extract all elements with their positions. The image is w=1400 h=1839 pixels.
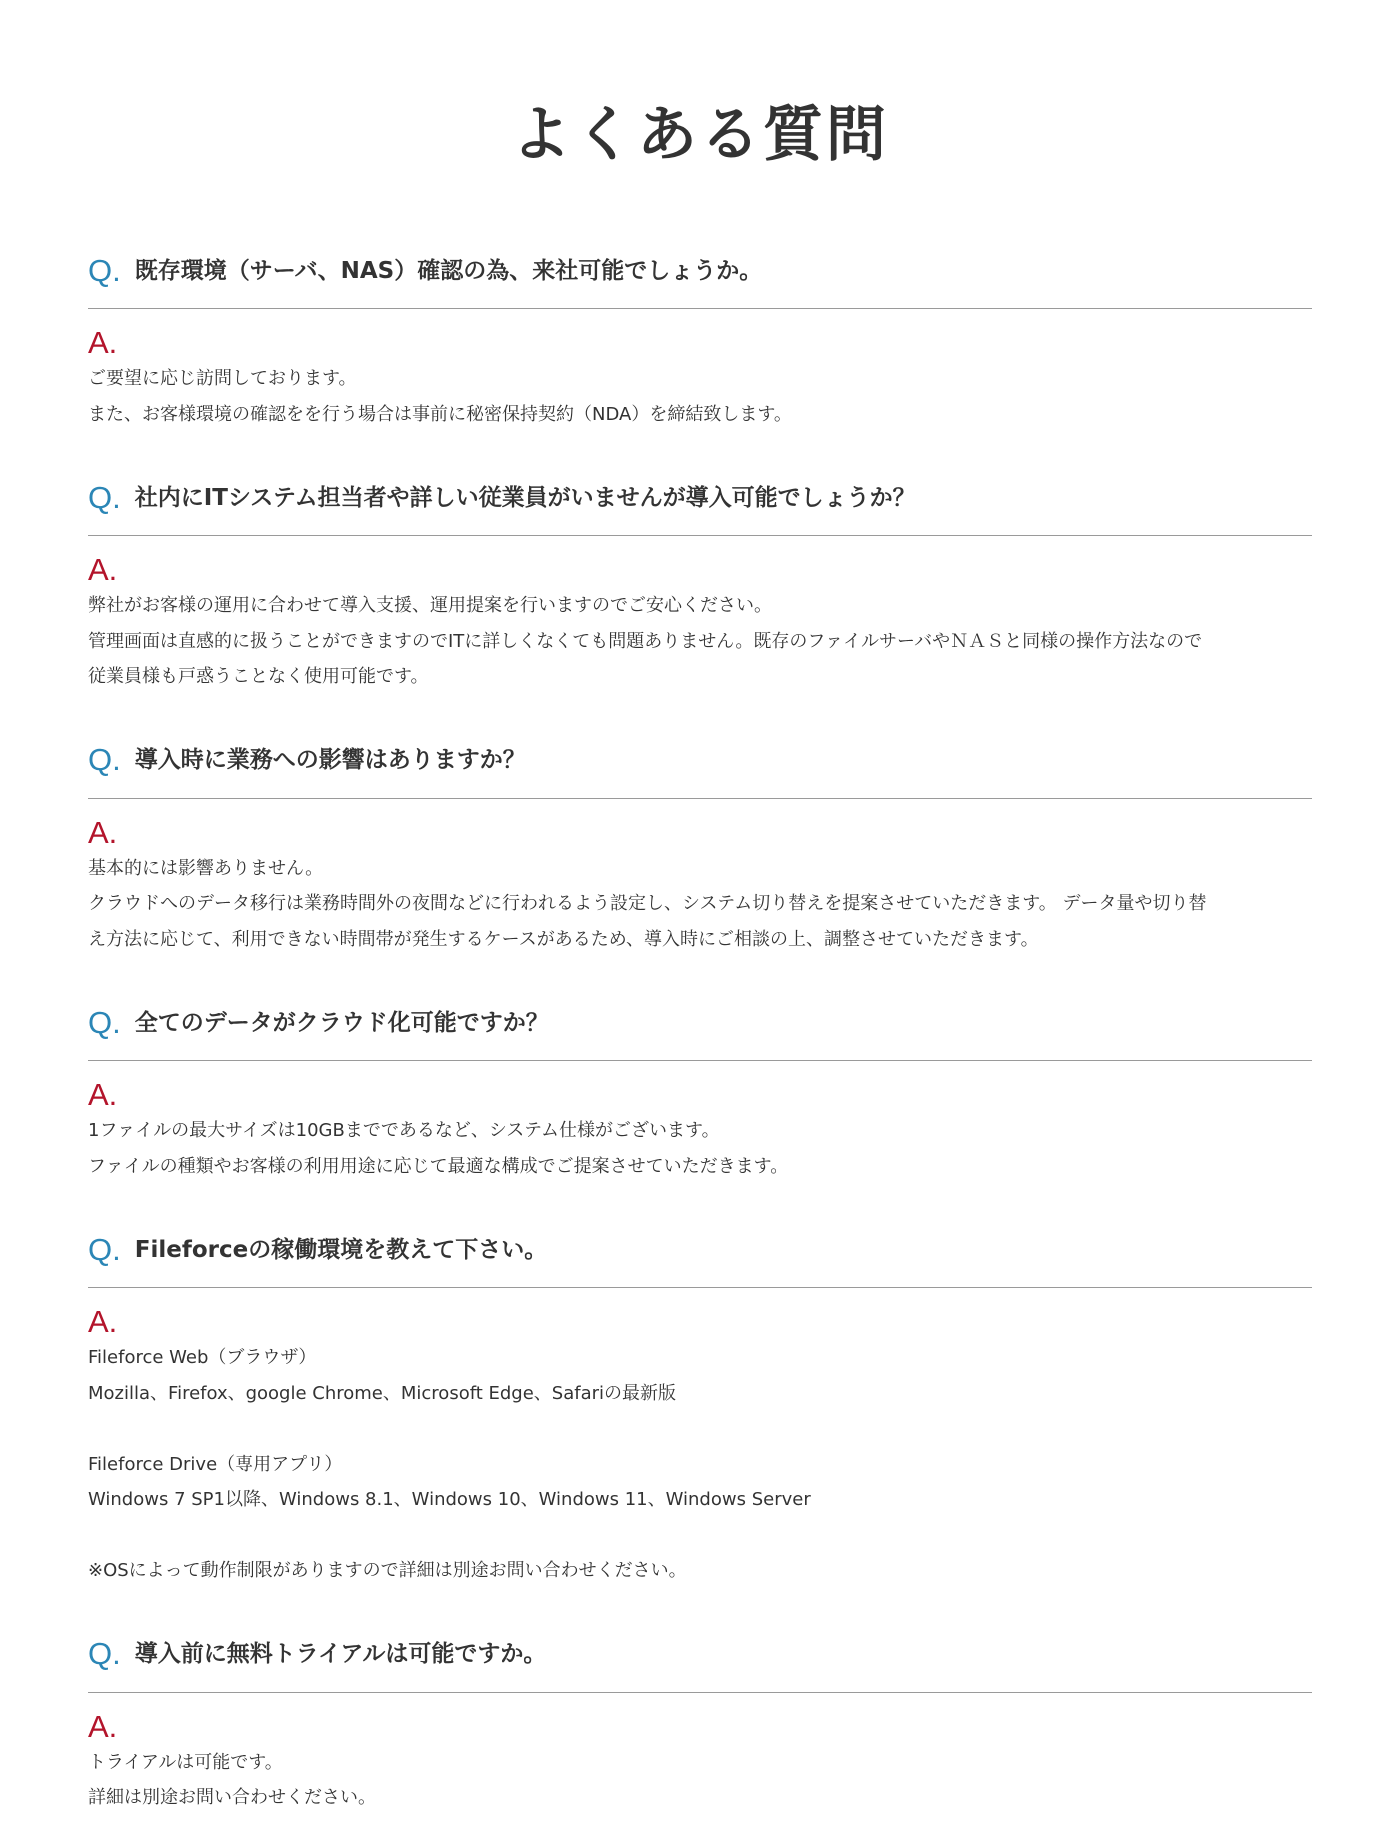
- question-mark: Q.: [88, 252, 121, 288]
- faq-answer: [88, 1693, 1312, 1816]
- answer-line: 基本的には影響ありません。: [88, 857, 324, 879]
- faq-answer: [88, 799, 1312, 958]
- faq-item: [88, 1224, 1312, 1589]
- question-text: 導入前に無料トライアルは可能ですか。: [134, 1641, 547, 1667]
- answer-line: 従業員様も戸惑うことなく使用可能です。: [88, 666, 429, 687]
- faq-answer: [88, 309, 1312, 432]
- faq-list: [88, 245, 1312, 1816]
- faq-question: [88, 1629, 1312, 1693]
- answer-line: クラウドへのデータ移行は業務時間外の夜間などに行われるよう設定し、システム切り替えを提案させていただきます。 データ量や切り替: [88, 893, 1207, 914]
- answer-line: Fileforce Drive（専用アプリ）: [88, 1453, 343, 1475]
- answer-line: Mozilla、Firefox、google Chrome、Microsoft Edge、Safariの最新版: [88, 1382, 677, 1404]
- question-mark: Q.: [88, 742, 121, 777]
- question-mark: Q.: [88, 1636, 121, 1671]
- answer-line: ※OSによって動作制限がありますので詳細は別途お問い合わせください。: [88, 1560, 687, 1581]
- faq-question: [88, 997, 1312, 1061]
- faq-answer: [88, 1288, 1312, 1589]
- page-title: よくある質問: [511, 100, 889, 170]
- answer-mark: A.: [88, 1708, 118, 1744]
- answer-mark: A.: [88, 325, 118, 360]
- answer-line: え方法に応じて、利用できない時間帯が発生するケースがあるため、導入時にご相談の上、調整させていただきます。: [88, 928, 1039, 950]
- faq-item: [88, 472, 1312, 695]
- answer-line: Fileforce Web（ブラウザ）: [88, 1347, 317, 1368]
- answer-spacer: [88, 1411, 1312, 1447]
- answer-mark: A.: [88, 814, 118, 850]
- question-text: 社内にITシステム担当者や詳しい従業員がいませんが導入可能でしょうか？: [134, 484, 916, 511]
- faq-answer: [88, 536, 1312, 695]
- answer-line: 詳細は別途お問い合わせください。: [88, 1787, 376, 1808]
- question-mark: Q.: [88, 1231, 121, 1267]
- faq-item: [88, 735, 1312, 958]
- faq-question: [88, 472, 1312, 536]
- question-text: 既存環境（サーバ、NAS）確認の為、来社可能でしょうか。: [134, 257, 763, 284]
- faq-question: [88, 245, 1312, 309]
- answer-line: 1ファイルの最大サイズは10GBまでであるなど、システム仕様がございます。: [88, 1120, 720, 1141]
- question-mark: Q.: [88, 479, 121, 515]
- answer-mark: A.: [88, 1304, 118, 1339]
- faq-question: [88, 1224, 1312, 1288]
- answer-line: トライアルは可能です。: [88, 1751, 283, 1773]
- question-mark: Q.: [88, 1004, 121, 1040]
- question-text: 全てのデータがクラウド化可能ですか？: [134, 1009, 549, 1036]
- answer-line: Windows 7 SP1以降、Windows 8.1、Windows 10、Windows 11、Windows Server: [88, 1489, 811, 1510]
- faq-answer: [88, 1061, 1312, 1184]
- question-text: 導入時に業務への影響はありますか？: [134, 747, 526, 773]
- answer-line: ファイルの種類やお客様の利用用途に応じて最適な構成でご提案させていただきます。: [88, 1155, 789, 1177]
- answer-line: ご要望に応じ訪問しております。: [88, 368, 357, 389]
- question-text: Fileforceの稼働環境を教えて下さい。: [134, 1236, 548, 1263]
- faq-question: [88, 735, 1312, 799]
- answer-line: 弊社がお客様の運用に合わせて導入支援、運用提案を行いますのでご安心ください。: [88, 595, 772, 616]
- answer-mark: A.: [88, 1077, 118, 1112]
- faq-item: [88, 997, 1312, 1184]
- answer-line: 管理画面は直感的に扱うことができますのでITに詳しくなくても問題ありません。既存のファイルサーバやＮＡＳと同様の操作方法なので: [88, 630, 1203, 652]
- faq-item: [88, 245, 1312, 432]
- faq-item: [88, 1629, 1312, 1816]
- answer-mark: A.: [88, 552, 118, 587]
- answer-spacer: [88, 1518, 1312, 1554]
- answer-line: また、お客様環境の確認をを行う場合は事前に秘密保持契約（NDA）を締結致します。: [88, 403, 792, 425]
